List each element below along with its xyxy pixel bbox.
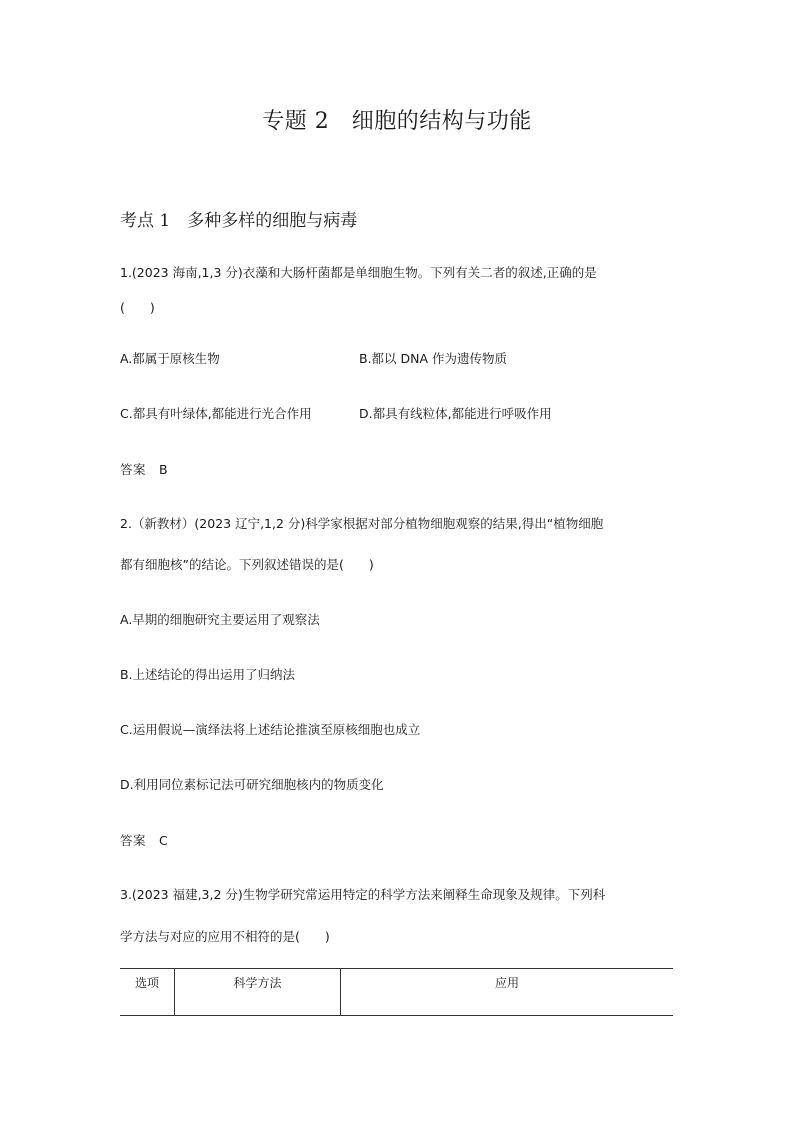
q2-option-c: C.运用假说—演绎法将上述结论推演至原核细胞也成立 [120,722,421,737]
q1-stem-line1: 1.(2023 海南,1,3 分)衣藻和大肠杆菌都是单细胞生物。下列有关二者的叙述,正确的是 [120,265,597,280]
q1-stem-line2: ( ) [120,300,155,315]
table-header-option: 选项 [120,969,175,1015]
q2-answer: 答案 C [120,833,169,848]
q1-option-a: A.都属于原核生物 [120,351,220,366]
q1-option-b: B.都以 DNA 作为遗传物质 [359,351,508,366]
q3-stem-line1: 3.(2023 福建,3,2 分)生物学研究常运用特定的科学方法来阐释生命现象及规律。下列科 [120,887,606,902]
q3-table [120,968,673,1016]
q2-option-d: D.利用同位素标记法可研究细胞核内的物质变化 [120,777,384,792]
section-heading: 考点 1 多种多样的细胞与病毒 [120,211,358,231]
q1-option-c: C.都具有叶绿体,都能进行光合作用 [120,406,312,421]
q2-option-b: B.上述结论的得出运用了归纳法 [120,667,296,682]
q2-stem-line2: 都有细胞核”的结论。下列叙述错误的是( ) [120,557,374,572]
table-header-method: 科学方法 [175,969,341,1015]
q1-answer: 答案 B [120,462,169,477]
table-header-application: 应用 [494,976,519,990]
q3-stem-line2: 学方法与对应的应用不相符的是( ) [120,929,330,944]
page-title: 专题 2 细胞的结构与功能 [262,109,532,134]
q2-stem-line1: 2.（新教材）(2023 辽宁,1,2 分)科学家根据对部分植物细胞观察的结果,得出“植物细胞 [120,516,604,531]
q1-option-d: D.都具有线粒体,都能进行呼吸作用 [359,406,552,421]
q2-option-a: A.早期的细胞研究主要运用了观察法 [120,612,320,627]
